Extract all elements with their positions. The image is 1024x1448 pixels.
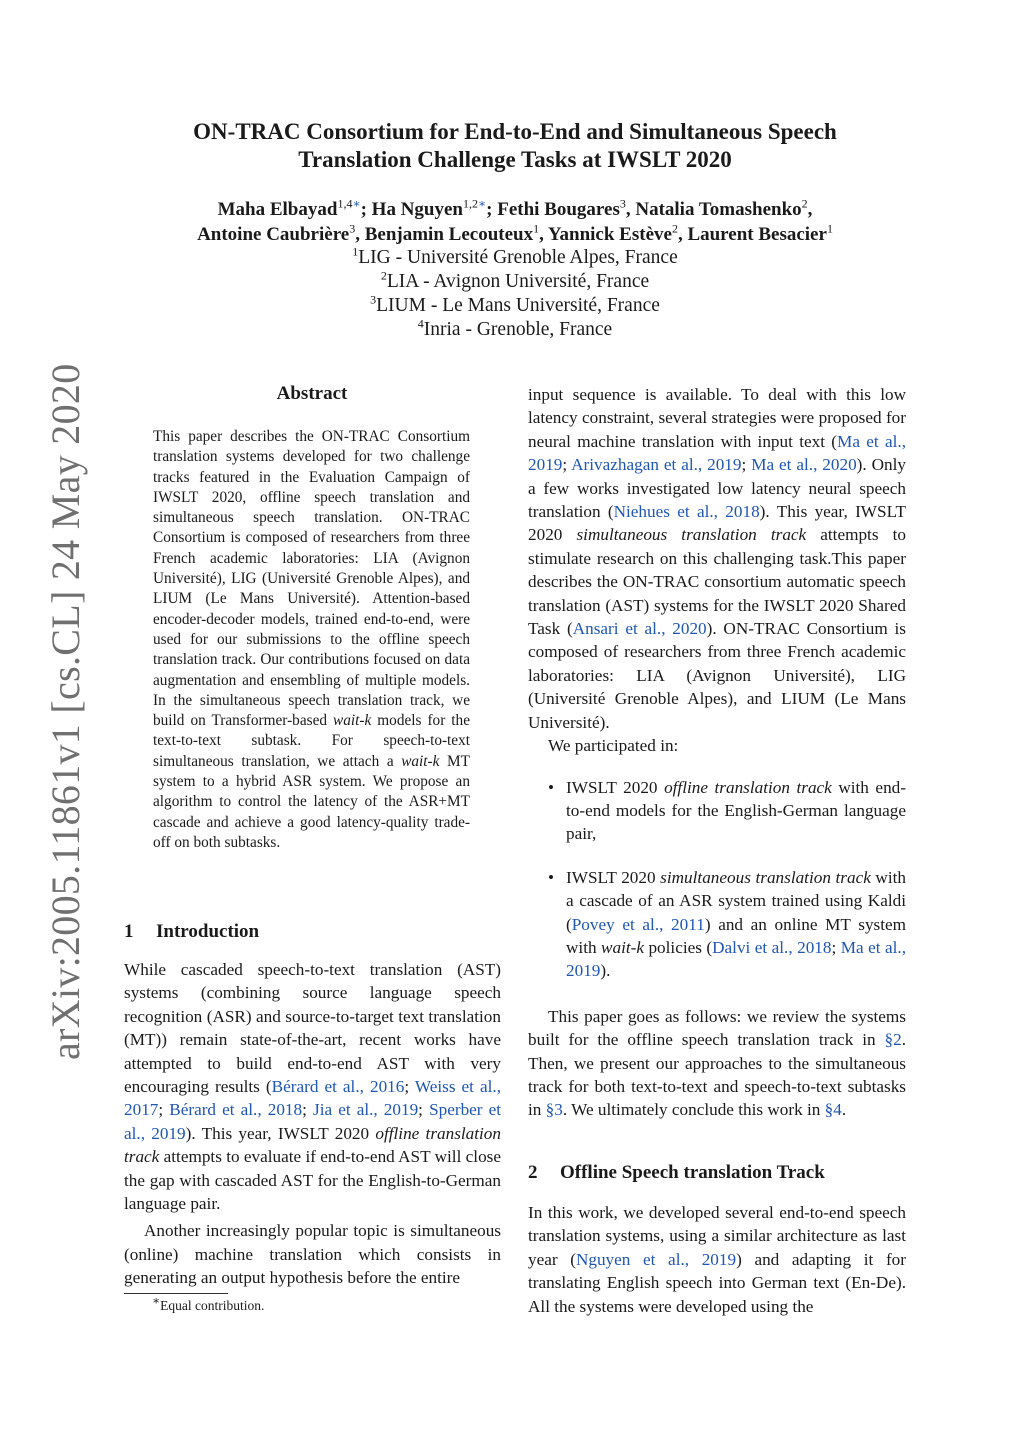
- text: While cascaded speech-to-text translation (AST) systems (combining source language speech recognition (ASR) and source-to-target text translation (MT)) remain state-of-the-art, recent works have attempted to build end-to-end AST with very encouraging results (: [124, 960, 501, 1097]
- intro-paragraph-1: While cascaded speech-to-text translation (AST) systems (combining source language speech recognition (ASR) and source-to-target text translation (MT)) remain state-of-the-art, recent works have attempted to build end-to-end AST with very encouraging results (Bérard et al., 2016; Weiss et al., 2017; Bérard et al., 2018; Jia et al., 2019; Sperber et al., 2019). This year, IWSLT 2020 offline translation track attempts to evaluate if end-to-end AST will close the gap with cascaded AST for the English-to-German language pair.: [124, 960, 502, 1214]
- text: . We ultimately conclude this work in: [562, 1100, 825, 1120]
- section-number: 1: [124, 921, 134, 942]
- author-line-1: Maha Elbayad$^{1,4∗}$; Ha Nguyen$^{1,2∗}$; Fethi Bougares$^3$, Natalia Tomashenko$^2$,: [217, 196, 813, 220]
- list-item: • IWSLT 2020 simultaneous translation track with a cascade of an ASR system trained using Kaldi (Povey et al., 2011) and an online MT system with wait-k policies (Dalvi et al., 2018; Ma et al., 2019).: [528, 866, 906, 983]
- author-affil-sup: 3: [619, 196, 626, 211]
- author-affil-sup: 1: [533, 221, 540, 236]
- text: This paper goes as follows: we review the systems built for the offline speech translation track in: [528, 1006, 906, 1050]
- text: attempts to stimulate research on this challenging task.This paper describes the ON-TRAC consortium automatic speech translation (AST) systems for the IWSLT 2020 Shared Task (: [528, 525, 906, 639]
- affiliation: [110, 246, 920, 270]
- abstract-text: MT system to a hybrid ASR system. We propose an algorithm to control the latency of the ASR+MT cascade and achieve a good latency-quality trade-off on both subtasks.: [153, 752, 470, 851]
- text: with a cascade of an ASR system trained using Kaldi (: [566, 867, 906, 934]
- citation-link[interactable]: Ma et al., 2019: [528, 431, 906, 475]
- author-name: Laurent Besacier: [687, 224, 827, 245]
- list-item: [528, 776, 906, 846]
- section-ref-link[interactable]: §4: [824, 1100, 842, 1120]
- intro-paragraph-2: Another increasingly popular topic is simultaneous (online) machine translation which consists in generating an output hypothesis before the entire: [124, 1221, 501, 1288]
- citation-link[interactable]: Bérard et al., 2016: [271, 1077, 405, 1097]
- abstract-text: models for the text-to-text subtask. For speech-to-text simultaneous translation, we attach a: [153, 712, 470, 770]
- section-2-heading: [528, 1162, 825, 1184]
- footnote-mark: ∗: [152, 1293, 161, 1308]
- text: attempts to evaluate if end-to-end AST will close the gap with cascaded AST for the English-to-German language pair.: [124, 1147, 501, 1214]
- text: ). Only a few works investigated low latency neural speech translation (: [528, 455, 906, 522]
- affiliation-number: 4: [417, 316, 424, 331]
- author-name: Ha Nguyen: [371, 199, 463, 220]
- equal-contribution-mark[interactable]: ∗: [352, 196, 361, 211]
- left-column-body: [124, 958, 501, 1290]
- affiliation: [110, 270, 920, 294]
- affiliation-text: LIG - Université Grenoble Alpes, France: [358, 247, 678, 268]
- right-paragraph-2: We participated in:: [548, 736, 679, 756]
- section-title: Offline Speech translation Track: [560, 1162, 825, 1183]
- text: . Then, we present our approaches to the simultaneous track for both text-to-text and speech-to-text subtasks in: [528, 1030, 906, 1120]
- abstract-heading: Abstract: [276, 383, 348, 404]
- footnote-divider: [124, 1293, 228, 1294]
- text: policies (: [644, 937, 713, 957]
- section-ref-link[interactable]: §3: [545, 1100, 563, 1120]
- text: In this work, we developed several end-to-end speech translation systems, using a similar architecture as last year (: [528, 1203, 906, 1269]
- citation-link[interactable]: Niehues et al., 2018: [613, 502, 760, 522]
- abstract-body: [153, 427, 470, 853]
- author-name: Fethi Bougares: [497, 199, 620, 220]
- emphasis: simultaneous translation track: [660, 867, 871, 887]
- text: ). This year, IWSLT 2020: [185, 1123, 376, 1143]
- section-title: Introduction: [156, 921, 260, 942]
- affiliation-text: Inria - Grenoble, France: [423, 319, 613, 340]
- citation-link[interactable]: Arivazhagan et al., 2019: [571, 455, 742, 475]
- affiliation-text: LIUM - Le Mans Université, France: [376, 295, 660, 316]
- text: ). ON-TRAC Consortium is composed of researchers from three French academic laboratories: LIA (Avignon Université), LIG (Université Grenoble Alpes), and LIUM (Le Mans Université).: [528, 619, 906, 732]
- emphasis: simultaneous translation track: [576, 525, 807, 545]
- affiliation-number: 3: [370, 292, 377, 307]
- citation-link[interactable]: Nguyen et al., 2019: [575, 1249, 737, 1269]
- author-affil-sup: 1: [826, 221, 833, 236]
- citation-link[interactable]: Weiss et al., 2017: [124, 1077, 502, 1120]
- author-affil-sup: 1,4: [337, 196, 353, 211]
- abstract-emphasis: wait-k: [333, 712, 372, 730]
- author-affil-sup: 2: [801, 196, 808, 211]
- author-list: [110, 197, 920, 247]
- author-affil-sup: 2: [671, 221, 678, 236]
- emphasis: offline translation track: [124, 1123, 501, 1167]
- emphasis: wait-k: [601, 937, 644, 957]
- citation-link[interactable]: Jia et al., 2019: [313, 1100, 419, 1120]
- author-affil-sup: 1,2: [463, 196, 478, 211]
- author-name: Maha Elbayad: [217, 199, 338, 220]
- author-name: Benjamin Lecouteux: [364, 224, 534, 245]
- author-line-2: Antoine Caubrière$^3$, Benjamin Lecouteux$^1$, Yannick Estève$^2$, Laurent Besacier$^1$: [197, 221, 833, 245]
- affiliation-text: LIA - Avignon Université, France: [386, 271, 650, 292]
- author-affil-sup: 3: [349, 221, 356, 236]
- text: ).: [600, 961, 611, 981]
- footnote: [152, 1293, 265, 1314]
- affiliation-list: [110, 246, 920, 342]
- text: ) and an online MT system with: [566, 914, 907, 957]
- text: IWSLT 2020: [566, 867, 661, 887]
- title-line-2: Translation Challenge Tasks at IWSLT 2020: [298, 147, 732, 172]
- citation-link[interactable]: Bérard et al., 2018: [169, 1100, 303, 1120]
- text: with end-to-end models for the English-German language pair,: [566, 777, 906, 844]
- text: input sequence is available. To deal with this low latency constraint, several strategies were proposed for neural machine translation with input text (: [528, 385, 906, 451]
- section-2-body: [528, 1201, 906, 1318]
- abstract-text: This paper describes the ON-TRAC Consortium translation systems developed for two challenge tracks featured in the Evaluation Campaign of IWSLT 2020, offline speech translation and simultaneous speech translation. ON-TRAC Consortium is composed of researchers from three French academic laboratories: LIA (Avignon Université), LIG (Université Grenoble Alpes), and LIUM (Le Mans Université). Attention-based encoder-decoder models, trained end-to-end, were used for our submissions to the offline speech translation track. Our contributions focused on data augmentation and ensembling of multiple models. In the simultaneous speech translation track, we build on Transformer-based: [153, 428, 470, 730]
- arxiv-stamp: arXiv:2005.11861v1 [cs.CL] 24 May 2020: [43, 363, 88, 1060]
- participation-list: [528, 776, 906, 983]
- text: ). This year, IWSLT 2020: [528, 502, 907, 545]
- author-name: Yannick Estève: [547, 224, 672, 245]
- citation-link[interactable]: Ansari et al., 2020: [572, 619, 707, 639]
- offline-paragraph-1: [528, 1201, 906, 1318]
- author-name: Natalia Tomashenko: [635, 199, 802, 220]
- citation-link[interactable]: Ma et al., 2020: [751, 455, 857, 475]
- text: .: [841, 1100, 847, 1120]
- title-line-1: ON-TRAC Consortium for End-to-End and Simultaneous Speech: [193, 119, 837, 144]
- equal-contribution-mark[interactable]: ∗: [478, 196, 487, 211]
- citation-link[interactable]: Povey et al., 2011: [571, 914, 705, 934]
- abstract-emphasis: wait-k: [401, 752, 440, 770]
- footnote-text: Equal contribution.: [160, 1298, 265, 1313]
- emphasis: offline translation track: [664, 777, 832, 797]
- citation-link[interactable]: Sperber et al., 2019: [124, 1100, 502, 1143]
- affiliation-number: 1: [352, 244, 359, 259]
- paper-title: [130, 118, 900, 174]
- affiliation: [110, 318, 920, 342]
- right-paragraph-1: input sequence is available. To deal with this low latency constraint, several strategies were proposed for neural machine translation with input text (Ma et al., 2019; Arivazhagan et al., 2019; Ma et al., 2020). Only a few works investigated low latency neural speech translation (Niehues et al., 2018). This year, IWSLT 2020 simultaneous translation track attempts to stimulate research on this challenging task.This paper describes the ON-TRAC consortium automatic speech translation (AST) systems for the IWSLT 2020 Shared Task (Ansari et al., 2020). ON-TRAC Consortium is composed of researchers from three French academic laboratories: LIA (Avignon Université), LIG (Université Grenoble Alpes), and LIUM (Le Mans Université).: [528, 385, 907, 732]
- section-1-heading: [124, 921, 259, 943]
- citation-link[interactable]: Dalvi et al., 2018: [712, 937, 832, 957]
- text: ) and adapting it for translating English speech into German text (En-De). All the systems were developed using the: [528, 1249, 906, 1316]
- section-ref-link[interactable]: §2: [884, 1030, 902, 1050]
- affiliation: [110, 294, 920, 318]
- citation-link[interactable]: Ma et al., 2019: [566, 937, 906, 981]
- section-number: 2: [528, 1162, 538, 1183]
- right-paragraph-3: [528, 1005, 906, 1122]
- text: IWSLT 2020: [566, 777, 665, 797]
- affiliation-number: 2: [380, 268, 387, 283]
- author-name: Antoine Caubrière: [197, 224, 350, 245]
- right-column-body: [528, 383, 906, 1122]
